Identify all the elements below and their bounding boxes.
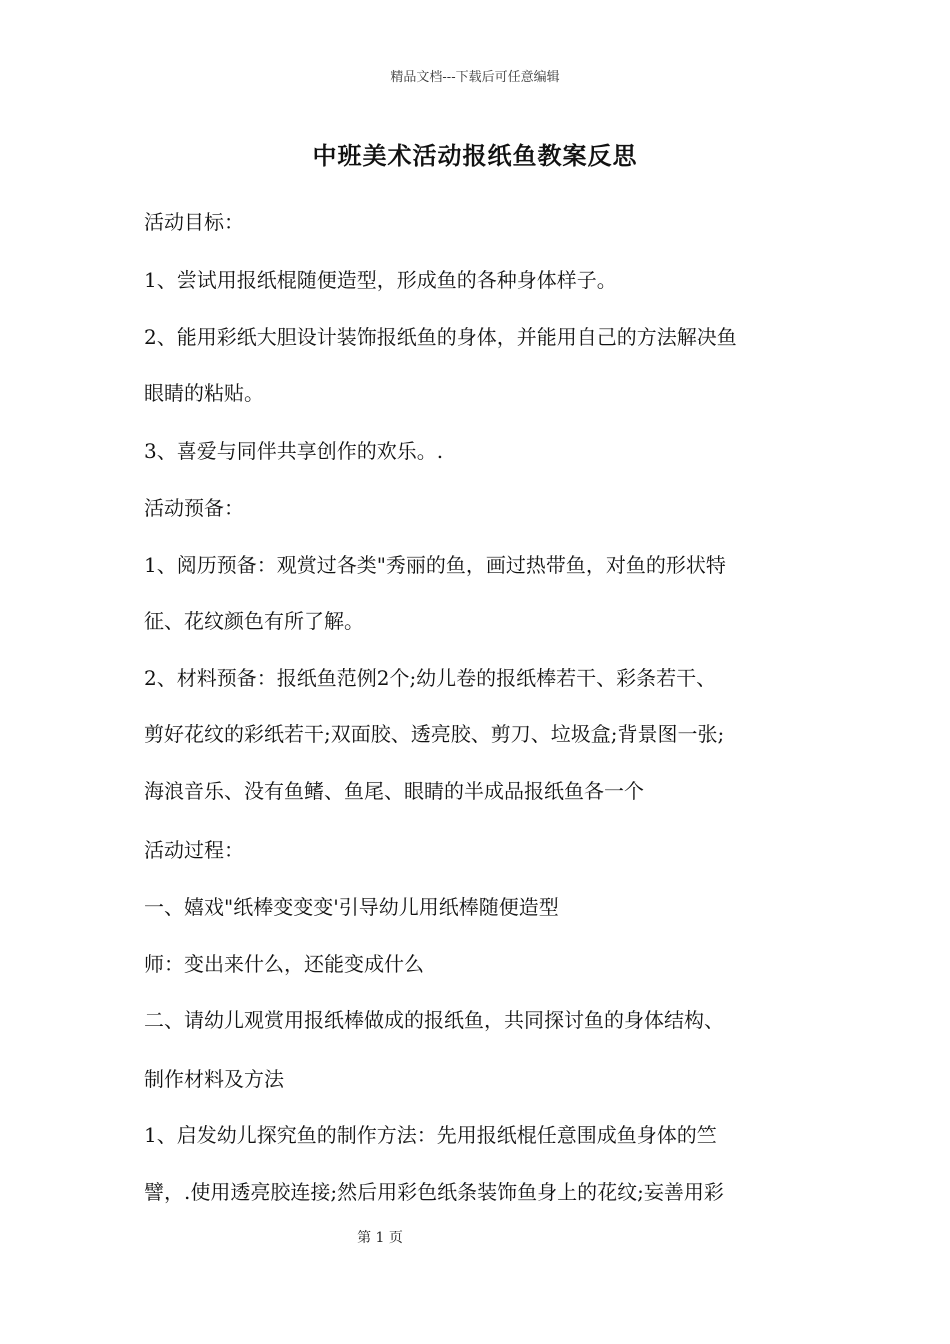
body-line: 活动过程： — [144, 838, 244, 862]
page-header: 精品文档---下载后可任意编辑 — [390, 70, 560, 85]
document-title: 中班美术活动报纸鱼教案反思 — [312, 141, 638, 170]
body-line: 二、请幼儿观赏用报纸棒做成的报纸鱼，共同探讨鱼的身体结构、 — [144, 1008, 724, 1032]
body-line: 海浪音乐、没有鱼鳍、鱼尾、眼睛的半成品报纸鱼各一个 — [144, 779, 644, 803]
body-line: 剪好花纹的彩纸若干;双面胶、透亮胶、剪刀、垃圾盒;背景图一张; — [144, 722, 725, 746]
body-line: 2、能用彩纸大胆设计装饰报纸鱼的身体，并能用自己的方法解决鱼 — [144, 325, 737, 349]
body-line: 譬，.使用透亮胶连接;然后用彩色纸条装饰鱼身上的花纹;妄善用彩 — [144, 1180, 724, 1204]
body-line: 眼睛的粘贴。 — [144, 381, 264, 405]
body-line: 制作材料及方法 — [144, 1067, 284, 1091]
body-line: 1、阅历预备：观赏过各类"秀丽的鱼，画过热带鱼，对鱼的形状特 — [144, 553, 726, 577]
page-number: 第 1 页 — [357, 1230, 403, 1246]
body-line: 一、嬉戏"纸棒变变变'引导幼儿用纸棒随便造型 — [144, 895, 559, 919]
body-line: 3、喜爱与同伴共享创作的欢乐。. — [144, 439, 444, 463]
body-line: 1、尝试用报纸棍随便造型，形成鱼的各种身体样子。 — [144, 268, 617, 292]
body-line: 2、材料预备：报纸鱼范例2个;幼儿卷的报纸棒若干、彩条若干、 — [144, 666, 717, 690]
body-line: 1、启发幼儿探究鱼的制作方法：先用报纸棍任意围成鱼身体的竺 — [144, 1123, 717, 1147]
body-line: 活动预备： — [144, 496, 244, 520]
body-line: 师：变出来什么，还能变成什么 — [144, 952, 424, 976]
body-line: 活动目标： — [144, 210, 244, 234]
body-line: 征、花纹颜色有所了解。 — [144, 609, 364, 633]
